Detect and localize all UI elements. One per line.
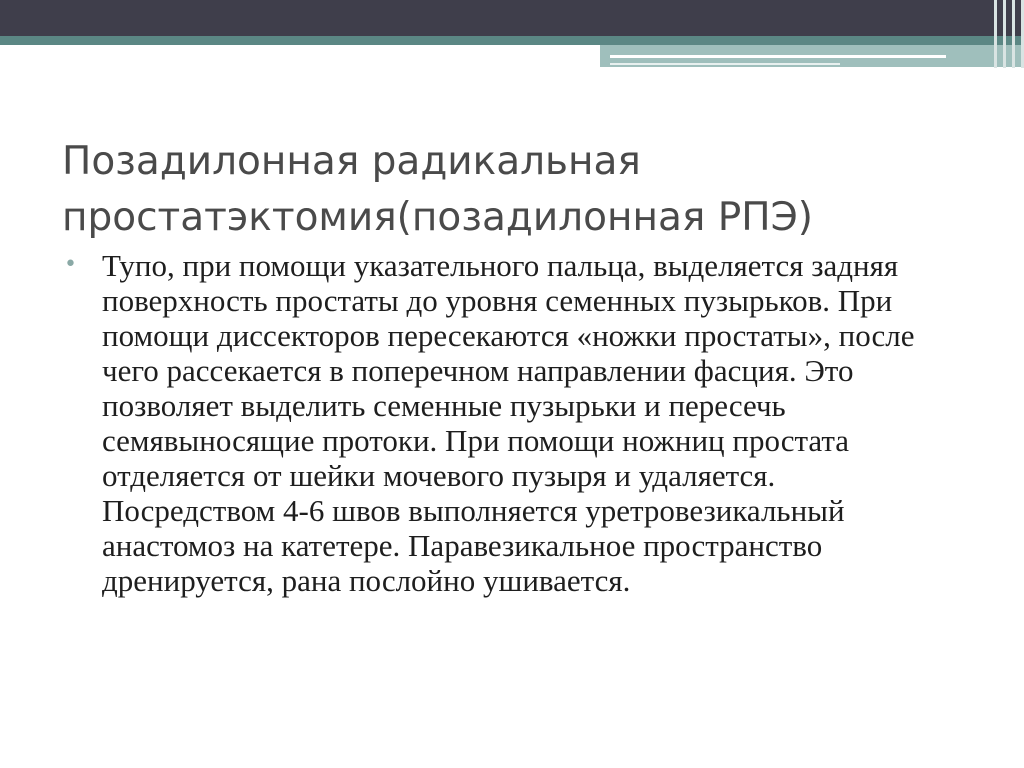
slide-content xyxy=(64,248,964,598)
bullet-text: Тупо, при помощи указательного пальца, выделяется задняя поверхность простаты до уровня семенных пузырьков. При помощи диссекторов пересекаются «ножки простаты», после чего рассекается в поперечном направлении фасция. Это позволяет выделить семенные пузырьки и пересечь семявыносящие протоки. При помощи ножниц простата отделяется от шейки мочевого пузыря и удаляется. Посредством 4-6 швов выполняется уретровезикальный анастомоз на катетере. Паравезикальное пространство дренируется, рана послойно ушивается. xyxy=(102,248,915,598)
list-item xyxy=(64,248,964,598)
bullet-icon: • xyxy=(64,252,77,277)
decorative-bar xyxy=(1012,0,1015,68)
header-accent-line xyxy=(610,63,840,65)
header-accent-line xyxy=(610,55,946,58)
header-vertical-bars xyxy=(994,0,1024,68)
slide-title: Позадилонная радикальная простатэктомия(позадилонная РПЭ) xyxy=(62,139,814,240)
decorative-bar xyxy=(1003,0,1006,68)
decorative-bar xyxy=(994,0,997,68)
header-band-teal xyxy=(0,36,1024,45)
header-band-dark xyxy=(0,0,1024,36)
